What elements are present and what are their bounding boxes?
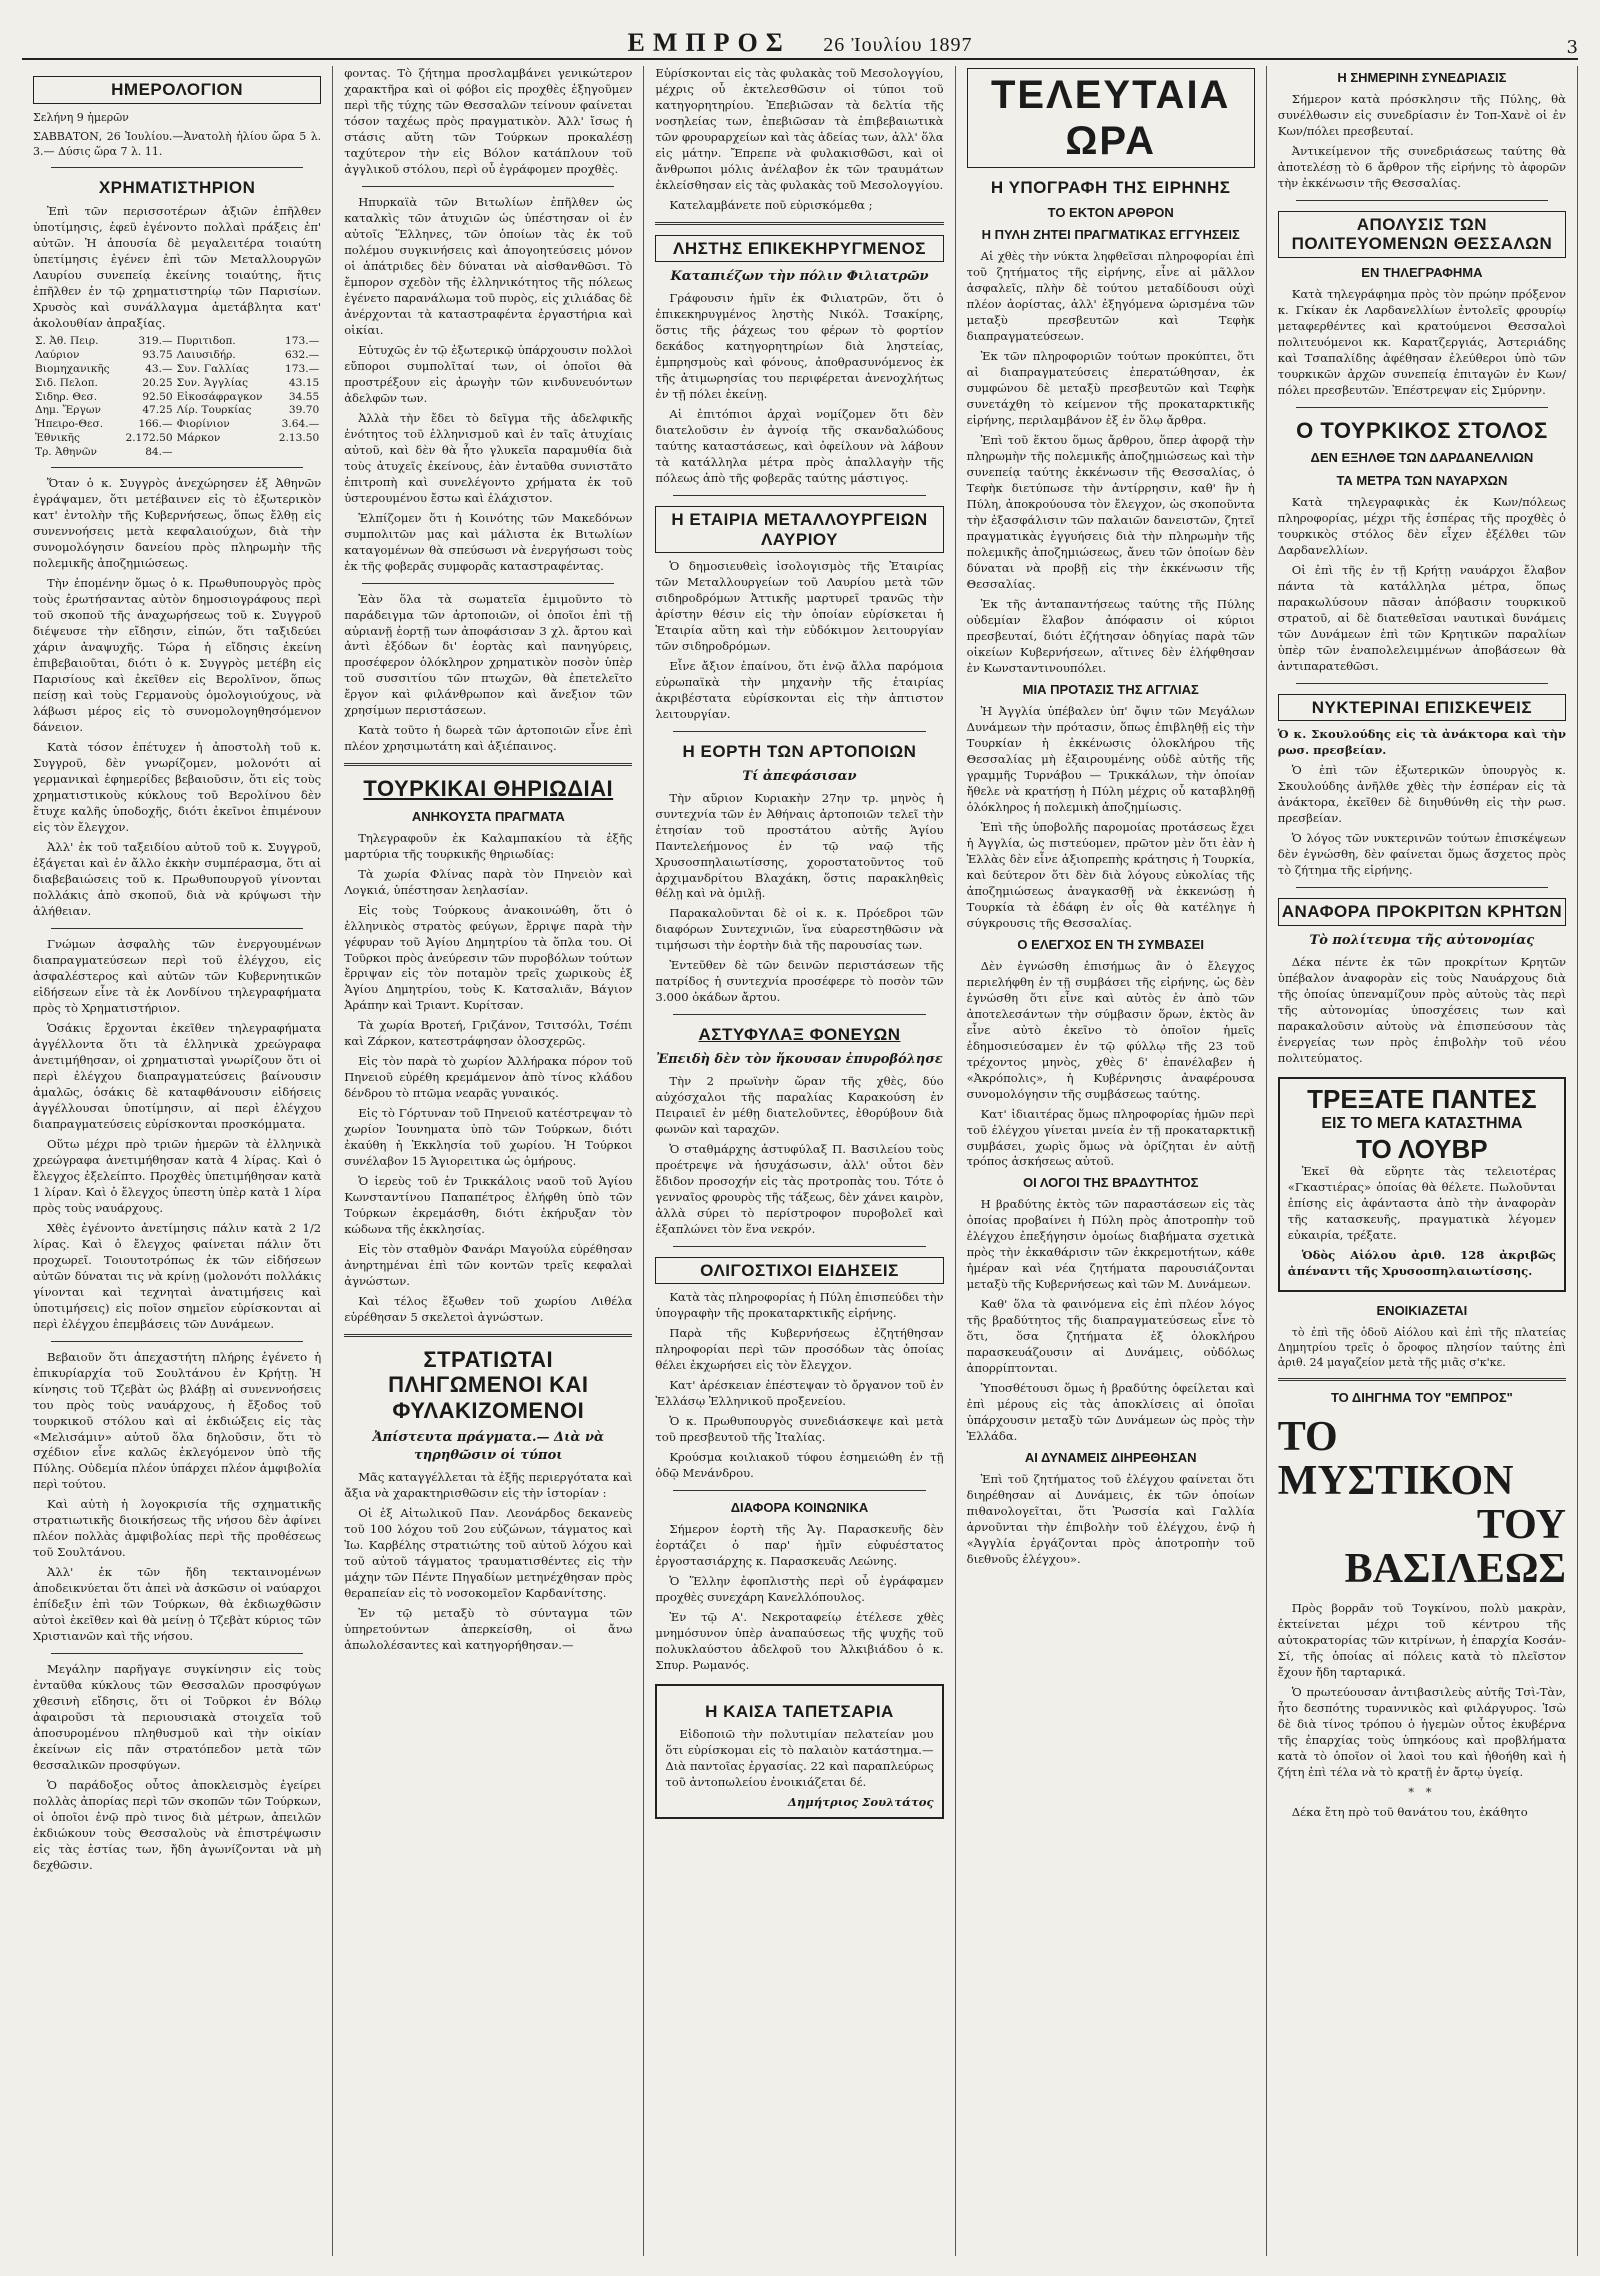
artopoioi-paragraph: Ἐὰν ὅλα τὰ σωματεῖα ἐμιμοῦντο τὸ παράδειγμα τῶν ἀρτοποιῶν, οἱ ὁποῖοι ἐπὶ τῇ αὐριανῇ ἑορτῇ των ἀποφάσισαν 3 χλ. ἄρτου καὶ ἀντὶ ἐξόδων δι' ἑορτὰς καὶ πανηγύρεις, προσέφερον ὁλόκληρον χρηματικὸν ποσὸν ὑπὲρ τοῦ συσσιτίου τῶν πτωχῶν, θὰ ἐπετελεῖτο ἔργον καὶ φιλάνθρωπον καὶ ἄνεξιον τῶν χρησίμων περιστάσεων. bbox=[344, 591, 633, 718]
divider bbox=[51, 928, 303, 929]
thriodiai-paragraph: Τὰ χωρία Βροτεή, Γριζάνον, Τσιτσόλι, Τσέπι καὶ Ζάρκον, κατεστράφησαν ὁλοσχερῶς. bbox=[344, 1018, 633, 1049]
column-3 bbox=[644, 66, 955, 2256]
syggros-paragraph: Ὅταν ὁ κ. Συγγρὸς ἀνεχώρησεν ἐξ Ἀθηνῶν ἐγράψαμεν, ὅτι μετέβαινεν εἰς τὸ ἐξωτερικὸν κατ' ἐντολὴν τῆς Κυβερνήσεως, ὅπως ἔλθῃ εἰς συνεννοήσεις μετὰ κεφαλαιούχων, διὰ τὴν συνομολόγησιν δανείου πρὸς πληρωμὴν τῆς πολεμικῆς ἀποζημιώσεως. bbox=[33, 476, 322, 571]
episkepseis-heading: ΝΥΚΤΕΡΙΝΑΙ ΕΠΙΣΚΕΨΕΙΣ bbox=[1278, 694, 1566, 722]
synedriasis-paragraph: Σήμερον κατὰ πρόσκλησιν τῆς Πύλης, θὰ συνέλθωσιν εἰς συνεδρίασιν ἐν Τοπ-Χανὲ οἱ ἐν Κων/πόλει πρεσβευταί. bbox=[1277, 91, 1566, 138]
column-4 bbox=[956, 66, 1267, 2256]
tzevat-paragraph: Καὶ αὐτὴ ἡ λογοκρισία τῆς σχηματικῆς στρατιωτικῆς διοικήσεως τῆς νήσου δὲν ἀφίνει πλέον πολλὰς ἀμφιβολίας περὶ τῆς προθέσεως τοῦ Σουλτάνου. bbox=[33, 1497, 322, 1560]
thriodiai-paragraph: Καὶ τέλος ἔξωθεν τοῦ χωρίου Λιθέλα εὑρέθησαν 5 σκελετοὶ ἀγνώστων. bbox=[344, 1294, 633, 1325]
syggros-paragraph: Τὴν ἐπομένην ὅμως ὁ κ. Πρωθυπουργὸς πρὸς τοὺς ἐρωτήσαντας αὐτὸν δημοσιογράφους περὶ τοῦ σκοποῦ τῆς ἀναχωρήσεως τοῦ κ. Συγγροῦ διέψευσε τὴν εἴδησιν, εἰπών, ὅτι ταξιδεύει χάριν ἀναψυχῆς. Τώρα ἡ εἴδησις ἐκείνη ἐπιβεβαιοῦται, διότι ὁ κ. Συγγρὸς μετέβη εἰς Παρισίους καὶ ἐκεῖθεν εἰς Βερολῖνον, ὅπως πείσῃ καὶ τοὺς Γερμανοὺς ὁμολογιούχους, νὰ λάβωσι μέρος εἰς τὸ συνομολογηθησόμενον δάνειον. bbox=[33, 576, 322, 735]
oligostichoi-heading: ΟΛΙΓΟΣΤΙΧΟΙ ΕΙΔΗΣΕΙΣ bbox=[655, 1257, 943, 1285]
stolos-paragraph: Κατὰ τηλεγραφικὰς ἐκ Κων/πόλεως πληροφορίας, μέχρι τῆς ἑσπέρας τῆς προχθὲς ὁ τουρκικὸς στόλος δὲν εἶχεν ἐξέλθει τῶν Δαρδανελλίων. bbox=[1277, 494, 1566, 557]
teleutaia-heading: ΤΕΛΕΥΤΑΙΑ ΩΡΑ bbox=[967, 68, 1255, 168]
divider bbox=[51, 1341, 303, 1342]
pyrkaia-paragraph: Ἐλπίζομεν ὅτι ἡ Κοινότης τῶν Μακεδόνων συμπολιτῶν μας καὶ μάλιστα ἐκ Βιτωλίων καταγομένων θὰ σπεύσωσι νὰ ἐνεργήσωσι τοὺς ἐκ τῆς φοβερᾶς συμφορᾶς καταστραφέντας. bbox=[344, 510, 633, 573]
eorti-paragraph: Παρακαλοῦνται δὲ οἱ κ. κ. Πρόεδροι τῶν διαφόρων Συντεχνιῶν, ἵνα εὐαρεστηθῶσιν νὰ τιμήσωσι τὴν ἑορτὴν διὰ τῆς παρουσίας των. bbox=[655, 906, 944, 953]
exchange-left-value: 166.— bbox=[138, 418, 173, 431]
divider bbox=[673, 731, 925, 732]
teleutaia-subheading: Η ΥΠΟΓΡΑΦΗ ΤΗΣ ΕΙΡΗΝΗΣ bbox=[990, 178, 1231, 197]
exchange-left-label: Σ. Ἀθ. Πειρ. bbox=[35, 335, 99, 348]
continued-paragraph: Κατελαμβάνετε ποῦ εὑρισκόμεθα ; bbox=[669, 197, 873, 212]
divider bbox=[1278, 1378, 1566, 1381]
louvre-ad-title-2: ΕΙΣ ΤΟ ΜΕΓΑ ΚΑΤΑΣΤΗΜΑ bbox=[1321, 1115, 1523, 1133]
thriodiai-paragraph: Εἰς τὸν σταθμὸν Φανάρι Μαγούλα εὑρέθησαν ἀνηρτημέναι ἐπὶ τῶν κοντῶν τρεῖς κεφαλαὶ ἀγνώστων. bbox=[344, 1242, 633, 1289]
lestis-heading: ΛΗΣΤΗΣ ΕΠΙΚΕΚΗΡΥΓΜΕΝΟΣ bbox=[655, 235, 943, 263]
tzevat-paragraph: Ἀλλ' ἐκ τῶν ἤδη τεκταινομένων ἀποδεικνύεται ὅτι ἀπεὶ νὰ ἀσκῶσιν οἱ ναύαρχοι ἐπίδεξιν ἐπὶ τῶν Τούρκων, θὰ ἐκδιωχθῶσιν αὐτοὶ ἐκεῖθεν καὶ θὰ μείνῃ ὁ Τζεβὰτ κύριος τῶν Χριστιανῶν καὶ τῆς νήσου. bbox=[33, 1565, 322, 1644]
divider bbox=[673, 1246, 925, 1247]
exchange-right-value: 39.70 bbox=[288, 404, 320, 417]
exchange-row bbox=[33, 363, 321, 377]
divider bbox=[1296, 683, 1548, 684]
exchange-right-label: Φιορίνιον bbox=[176, 418, 230, 431]
kritwn-paragraph: Δέκα πέντε ἐκ τῶν προκρίτων Κρητῶν ὑπέβαλον ἀναφορὰν εἰς τοὺς Ναυάρχους διὰ τῆς ὁποίας ὑπεναμίζουν πρὸς αὐτοὺς τὰς περὶ τῆς αὐτονομίας ὑποσχέσεις των καὶ παρακαλοῦσιν αὐτοὺς νὰ ἐπισπεύσουν τὰς ἐνεργείας των πρὸς ἐπιβολὴν τοῦ νέου πολιτεύματος. bbox=[1277, 954, 1566, 1065]
exchange-row bbox=[33, 377, 321, 391]
exchange-left-label: Λαύριον bbox=[35, 349, 80, 362]
exchange-right-label: Μάρκον bbox=[176, 431, 221, 444]
mystikon-paragraph: Ὁ πρωτεύουσαν ἀντιβασιλεὺς αὐτῆς Τσὶ-Τὰν, ἦτο δεσπότης τυραννικὸς καὶ φιλάργυρος. Ἰσὼ δὲ διὰ τίνος τρόπου ὁ ἡγεμὼν οὗτος ἐκυβέρνα τῆς ἐπαρχίας τοὺς ὑπηκόους καὶ προβλήματα κατὰ τὸ ὁποῖον οἱ λαοὶ του καὶ ἠθοήθη καὶ ἡ ζήτη ἐπὶ τέλα νὰ τὸ κρατῇ ἐν ἄρτῳ ὑγείᾳ. bbox=[1277, 1685, 1566, 1780]
exchange-left-label: Ἐθνικῆς bbox=[35, 431, 80, 444]
exchange-row bbox=[33, 404, 321, 418]
eorti-paragraph: Τὴν αὔριον Κυριακὴν 27ην τρ. μηνὸς ἡ συντεχνία τῶν ἐν Ἀθήναις ἀρτοποιῶν τελεῖ τὴν ἐτησίαν τοῦ προστάτου αὐτῆς Ἁγίου Παντελεήμονος ἐν τῷ ναῷ τῆς Χρυσοσπηλαιωτίσσης, χοροστατοῦντος τοῦ ἀρχιμανδρίτου Βλαχάκη, ὅστις παρακληθεὶς θέλῃ καὶ νὰ ὁμιλῇ. bbox=[655, 790, 944, 901]
exchange-right-value: 34.55 bbox=[288, 390, 320, 403]
kritwn-heading: ΑΝΑΦΟΡΑ ΠΡΟΚΡΙΤΩΝ ΚΡΗΤΩΝ bbox=[1278, 898, 1566, 926]
divider bbox=[362, 583, 614, 584]
stolos-heading: Ο ΤΟΥΡΚΙΚΟΣ ΣΤΟΛΟΣ bbox=[1296, 417, 1548, 443]
exchange-left-value: 93.75 bbox=[142, 349, 173, 362]
exchange-right-label: Συν. Γαλλίας bbox=[176, 363, 249, 376]
pyrkaia-paragraph: Ἀλλὰ τὴν ἔδει τὸ δεῖγμα τῆς ἀδελφικῆς ἐνότητος τοῦ ἑλληνισμοῦ καὶ ἐν ταῖς ἀτυχίαις αὐτοῦ, καὶ δὲν θὰ ἦτο γλυκεῖα παραμυθία διὰ τοὺς ἀτυχεῖς ἐκείνους, ἐὰν ἐνταῦθα συνιστᾶτο ἐπιτροπὴ καὶ συνελέγοντο χρήματα ἐκ τοῦ ὑστερουμένου ἔστω καὶ ἐλάχιστον. bbox=[344, 410, 633, 505]
kaisa-paragraph: Εἰδοποιῶ τὴν πολυτιμίαν πελατείαν μου ὅτι εὑρίσκομαι εἰς τὸ παλαιὸν κατάστημα.— Διὰ παντοῖας ἐργασίας. 22 καὶ παραπλεύρως τοῦ ἀντοπωλείου ἐνοικιάζεται δέ. bbox=[665, 1727, 934, 1790]
logoi-paragraph: Ὑποσθέτουσι ὅμως ἡ βραδύτης ὀφείλεται καὶ ἐπὶ μέρους εἰς τὰς ἀποκλίσεις αἱ ὁποῖαι ὑπάρχουσιν μεταξὺ τῶν Δυνάμεων ὡς πρὸς τὴν Ἑλλάδα. bbox=[966, 1381, 1255, 1444]
elegxos-paragraph: Ὁσάκις ἔρχονται ἐκεῖθεν τηλεγραφήματα ἀγγέλλοντα ὅτι τὰ ἑλληνικὰ χρεώγραφα ἀνετιμήθησαν, οἱ χρηματισταὶ γνωρίζουν ὅτι οἱ περὶ ἐλέγχου διαπραγματεύσεις βαίνουσιν ἀμαλῶς, ὁσάκις δὲ καταφθάνουσιν εἰδήσεις ἀγγέλλουσαι ὑποτίμησιν, αἱ περὶ ἐλέγχου διαπραγματεύσεις εὑρίσκονται προσκόμματα. bbox=[33, 1020, 322, 1131]
exchange-left-label: Ἠπειρο-Θεσ. bbox=[35, 418, 104, 431]
rent-heading: ΕΝΟΙΚΙΑΖΕΤΑΙ bbox=[1376, 1302, 1468, 1318]
exchange-right-value: 173.— bbox=[285, 363, 320, 376]
syggros-paragraph: Κατὰ τόσον ἐπέτυχεν ἡ ἀποστολὴ τοῦ κ. Συγγροῦ, δὲν γνωρίζομεν, μολονότι αἱ γερμανικαὶ ἐφημερίδες βεβαιοῦσιν, ὅτι εἰς τοὺς χρηματιστικοὺς κύκλους τοῦ Βερολίνου δὲν ἔτυχε καλῆς ὑποδοχῆς, διότι ἐκεῖνοι ἐπιμένουν εἰς τὸν ἔλεγχον. bbox=[33, 740, 322, 835]
apolysis-paragraph: Κατὰ τηλεγράφημα πρὸς τὸν πρώην πρόξενον κ. Γκίκαν ἐκ Λαρδανελλίων ἐντολεῖς φρουρίῳ μεταφερθέντες καὶ κρατούμενοι Θεσσαλοὶ πολιτευόμενοι κκ. Καρατζεργιάς, Ἀστεριάδης καὶ Τσαπαλίδης ἀφέθησαν ἐλεύθεροι ὑπὸ τῶν τουρκικῶν ἀρχῶν συνεπείᾳ ἐπιταγῶν ἐν Κων/πόλει πρεσβευτῶν. Ἐπέστρεψαν εἰς Σμύρνην. bbox=[1277, 286, 1566, 397]
tzevat-paragraph: Βεβαιοῦν ὅτι ἀπεχαστήτη πλήρης ἐγένετο ἡ ἐπικυρίαρχία τοῦ Σουλτάνου ἐν Κρήτῃ. Ἡ κίνησις τοῦ Τζεβὰτ ὡς βλάβῃ αἱ συνεννοήσεις του πρὸς τοὺς ναυάρχους, ἡ ἔξοδος τοῦ τουρκικοῦ στόλου καὶ αἱ ἐκδιώξεις εἰς τὰς «Μελισάμιν» αὐτοῦ ὅλα δηλοῦσιν, ὅτι τὸ σχέδιον εἶνε καλῶς ἐκλεγόμενον ὑπὸ τῆς Πύλης. Οὐδεμία πλέον ὑπάρχει πλέον ἀμφιβολία περὶ τούτου. bbox=[33, 1349, 322, 1492]
oligostichoi-item: Κατ' ἀρέσκειαν ἐπέστεψαν τὸ ὄργανον τοῦ ἐν Ἐλλάσῳ Ἑλληνικοῦ προξενείου. bbox=[655, 1378, 944, 1409]
pyrkaia-paragraph: Εὐτυχῶς ἐν τῷ ἐξωτερικῷ ὑπάρχουσιν πολλοὶ εὔποροι συμπολῖταί των, οἱ ὁποῖοι θὰ προστρέξουν εἰς ἀρωγὴν τῶν κινδυνευόντων ἀδελφῶν των. bbox=[344, 342, 633, 405]
divider bbox=[673, 495, 925, 496]
diafora-item: Σήμερον ἑορτὴ τῆς Ἁγ. Παρασκευῆς δὲν ἑορτάζει ὁ παρ' ἡμῖν εὐφυέστατος ἐργοστασιάρχης κ. Παρασκευᾶς Λεώνης. bbox=[655, 1522, 944, 1568]
thriodiai-paragraph: Εἰς τοὺς Τούρκους ἀνακοινώθη, ὅτι ὁ ἑλληνικὸς στρατὸς φεύγων, ἔρριψε παρὰ τὴν γέφυραν τοῦ Ἀγίου Δημητρίου τὰ ὅπλα του. Οἱ Τοῦρκοι πρὸς ἀνεύρεσιν τῶν πυροβόλων τούτων ἔρριψαν εἰς τὸν ποταμὸν τρεῖς χωρικοὺς ἐξ Ἁγίου Δημητρίου, τοὺς Κ. Κατσαλιᾶν, Βάγιον Ἀράπην καὶ Τριαντ. Κυρίτσαν. bbox=[344, 902, 633, 1013]
teleutaia-paragraph: Ἐκ τῶν πληροφοριῶν τούτων προκύπτει, ὅτι αἱ διαπραγματεύσεις ἐπερατώθησαν, ἐκ συμφώνου δὲ μεταξὺ πρεσβευτῶν καὶ Τεφὴκ συνετάχθη τὸ κείμενον τῆς προκαταρκτικῆς εἰρήνης, περιλαμβάνον ἐξ ἐν ὅλῳ ἄρθρα. bbox=[966, 349, 1255, 428]
apolysis-heading: ΑΠΟΛΥΣΙΣ ΤΩΝ ΠΟΛΙΤΕΥΟΜΕΝΩΝ ΘΕΣΣΑΛΩΝ bbox=[1278, 211, 1566, 258]
thriodiai-paragraph: Ὁ ἱερεὺς τοῦ ἐν Τρικκάλοις ναοῦ τοῦ Ἁγίου Κωνσταντίνου Παπαπέτρος ἐλήφθη ὑπὸ τῶν Τούρκων ἐκρεμάσθη, διότι ἐκήρυξαν τὸν κώδωνα τῆς ἐκκλησίας. bbox=[344, 1174, 633, 1237]
divider bbox=[1296, 407, 1548, 408]
exchange-right-label: Πυριτιδοπ. bbox=[176, 335, 236, 348]
eorti-heading: Η ΕΟΡΤΗ ΤΩΝ ΑΡΤΟΠΟΙΩΝ bbox=[682, 742, 917, 762]
diafora-item: Ὁ Ἕλλην ἐφοπλιστὴς περὶ οὗ ἐγράφαμεν προχθὲς συνεχάρη Κανελλόπουλος. bbox=[655, 1573, 944, 1604]
stolos-subheading-2: ΤΑ ΜΕΤΡΑ ΤΩΝ ΝΑΥΑΡΧΩΝ bbox=[1336, 473, 1508, 488]
exchange-left-label: Δημ. Ἔργων bbox=[35, 404, 101, 417]
exchange-right-label: Λίρ. Τουρκίας bbox=[176, 404, 252, 417]
column-2 bbox=[333, 66, 644, 2256]
lestis-paragraph: Γράφουσιν ἡμῖν ἐκ Φιλιατρῶν, ὅτι ὁ ἐπικεκηρυγμένος ληστὴς Νικόλ. Τσακίρης, ὅστις τῆς ῥάχεως του φέρων τὸ φορτίον δεκάδος κατηγορητηρίων διὰ ληστείας, ἐμπρησμοὺς καὶ φόνους, ἀποθρασυνόμενος ἐκ τῆς ἀτιμωρησίας του περιφέρεται ἀνενοχλήτως ἐν τῇ πόλει ἐκείνῃ. bbox=[655, 291, 944, 402]
artopoioi-paragraph: Κατὰ τοῦτο ἡ δωρεὰ τῶν ἀρτοποιῶν εἶνε ἐπὶ πλέον χρησιμωτάτη καὶ ἀξιέπαινος. bbox=[344, 723, 633, 754]
diafora-item: Ἐν τῷ Α'. Νεκροταφείῳ ἐτέλεσε χθὲς μνημόσυνον ὑπὲρ ἀναπαύσεως τῆς ψυχῆς τοῦ πολυκλαύστου ἀδελφοῦ του Ἀλκιβιάδου ὁ κ. Σπυρ. Ρωμανός. bbox=[655, 1609, 944, 1672]
kaisa-signature: Δημήτριος Σουλτάτος bbox=[787, 1795, 934, 1810]
exchange-row bbox=[33, 446, 321, 460]
fylakes-subheading: Ἐπειδὴ δὲν τὸν ἤκουσαν ἐπυροβόλησε bbox=[656, 1051, 943, 1067]
exchange-heading: ΧΡΗΜΑΤΙΣΤΗΡΙΟΝ bbox=[98, 178, 256, 198]
exchange-right-label: Λαιυσιδήρ. bbox=[176, 349, 236, 362]
calendar-sun: ΣΑΒΒΑΤΟΝ, 26 Ἰουλίου.—Ἀνατολὴ ἡλίου ὥρα 5 λ. 3.— Δύσις ὥρα 7 λ. 11. bbox=[33, 129, 322, 158]
calendar-moon: Σελήνη 9 ἡμερῶν bbox=[33, 110, 129, 124]
page-number: 3 bbox=[1566, 37, 1578, 58]
divider bbox=[673, 1014, 925, 1015]
elegxos-paragraph: Οὕτω μέχρι πρὸ τριῶν ἡμερῶν τὰ ἑλληνικὰ χρεώγραφα ἀνετιμήθησαν κατὰ 4 λίρας. Καὶ ὁ ἔλεγχος ἐξελείπτο. Προχθὲς ὑπετιμήθησαν κατὰ 1 λίραν. Καὶ ὁ ἔλεγχος ὑπεστη ὑπὲρ κατὰ 1 λίρα πρὸς τοὺς ναυάρχους. bbox=[33, 1136, 322, 1215]
arthron-heading: ΤΟ ΕΚΤΟΝ ΑΡΘΡΟΝ bbox=[1047, 204, 1174, 220]
divider bbox=[51, 167, 303, 168]
exchange-left-value: 84.— bbox=[145, 445, 173, 458]
thriodiai-paragraph: Εἰς τὸν παρὰ τὸ χωρίον Ἀλλήρακα πόρον τοῦ Πηνειοῦ εὑρέθη κρεμάμενον ἀπὸ τίνος κλάδου δένδρου τὸ πτῶμα νεαρᾶς γυναικός. bbox=[344, 1054, 633, 1101]
louvre-ad-paragraph: Ἐκεῖ θὰ εὕρητε τὰς τελειοτέρας «Γκαστιέρας» ὁποίας θὰ θέλετε. Πωλοῦνται ἐπίσης εἰς ἀφάνταστα ἀπὸ τὴν ἀναφορὰν τῆς κατασκευῆς, πραγματικὰ λέγομεν εὐκαιρία, τρέξατε. bbox=[1287, 1163, 1556, 1242]
exchange-left-value: 2.172.50 bbox=[125, 431, 173, 444]
elegxos-paragraph: Χθὲς ἐγένοντο ἀνετίμησις πάλιν κατὰ 2 1/2 λίρας. Καὶ ὁ ἔλεγχος φαίνεται πάλιν ὅτι προχωρεῖ. Τοιουτοτρόπως ἐκ τῶν εἰδήσεων αὐτῶν δύναται τις νὰ κρίνῃ (μολονότι πολλάκις γίνονται καὶ τεχνηταὶ ἀνατιμήσεις καὶ ὑποτιμήσεις) εἰς ποῖον σημεῖον εὑρίσκονται αἱ περὶ ἐλέγχου ἐπεμβάσεις τῶν Δυνάμεων. bbox=[33, 1220, 322, 1331]
thriodiai-subheading: ΑΝΗΚΟΥΣΤΑ ΠΡΑΓΜΑΤΑ bbox=[411, 808, 565, 824]
polis-paragraph: Μεγάλην παρῆγαγε συγκίνησιν εἰς τοὺς ἐνταῦθα κύκλους τῶν Θεσσαλῶν προσφύγων χθεσινὴ εἴδησις, ὅτι οἱ Τοῦρκοι ἐν Βόλῳ ἀφαιροῦσι τὰ περιουσιακὰ στοιχεῖα τοῦ ἀποσυρομένου πληθυσμοῦ καὶ τὴν οἰκίαν ἐκείνων εἰς πᾶν στρατόπεδον μετὰ τῶν θεσσαλικῶν προσφύγων. bbox=[33, 1662, 322, 1773]
divider bbox=[51, 467, 303, 468]
mystikon-paragraph: Δέκα ἔτη πρὸ τοῦ θανάτου του, ἐκάθητο bbox=[1291, 1805, 1528, 1820]
masthead bbox=[22, 14, 1578, 60]
separator-stars: * * bbox=[1408, 1785, 1436, 1800]
syggros-paragraph: Ἀλλ' ἐκ τοῦ ταξειδίου αὐτοῦ τοῦ κ. Συγγροῦ, ἐξάγεται καὶ ἐν ἄλλο ἐκκὴν συμπέρασμα, ὅτι αἱ διαβεβαιώσεις τοῦ κ. Πρωθυπουργοῦ γίνονται πολλάκις ἀπὸ σκοποῦ, διὰ νὰ κρύψωσι τὴν ἀλήθειαν. bbox=[33, 840, 322, 918]
divider bbox=[51, 1653, 303, 1654]
elegxos-paragraph: Γνώμων ἀσφαλὴς τῶν ἐνεργουμένων διαπραγματεύσεων περὶ τοῦ ἐλέγχου, εἰς ἀσφαλέστερος καὶ αὐτῶν τῶν Κυβερνητικῶν εἰδήσεων εἶνε τὰ ἐκ Λονδίνου τηλεγραφήματα πρὸς τὸ Χρηματιστήριον. bbox=[33, 936, 322, 1015]
stratiotai-paragraph: Ἐν τῷ μεταξὺ τὸ σύνταγμα τῶν ὑπηρετούντων ἀπερκείσθη, οἱ ἄνω ἀπωλολέσαντες καὶ κατηγορήθησαν.— bbox=[344, 1605, 633, 1652]
exchange-row bbox=[33, 418, 321, 432]
continued-paragraph: φοντας. Τὸ ζήτημα προσλαμβάνει γενικώτερον χαρακτῆρα καὶ οἱ φόβοι εἰς προχθὲς ἐξηγοῦμεν περὶ τῆς τύχης τῶν Θεσσαλῶν τείνουν φαίνεται τόσον ταχέως πρὸς πραγματικὸν. Ἀλλ' ἴσως ἡ στάσις αὕτη τῶν Τούρκων προκαλέσῃ ταχύτερον τὴν εἰς Βόλον κατάπλουν τοῦ ἀγγλικοῦ στόλου, περὶ οὗ ἐγράφομεν προχθὲς. bbox=[344, 66, 633, 176]
episkepseis-paragraph: Ὁ λόγος τῶν νυκτερινῶν τούτων ἐπισκέψεων δὲν ἐγνώσθη, δὲν φαίνεται ὅμως ἄσχετος πρὸς τὸ ζήτημα τῆς εἰρήνης. bbox=[1277, 831, 1566, 878]
diigima-heading: ΤΟ ΔΙΗΓΗΜΑ ΤΟΥ "ΕΜΠΡΟΣ" bbox=[1330, 1390, 1513, 1406]
oligostichoi-item: Κρούσμα κοιλιακοῦ τύφου ἐσημειώθη ἐν τῇ ὁδῷ Μενάνδρου. bbox=[655, 1450, 944, 1481]
stratiotai-paragraph: Μᾶς καταγγέλλεται τὰ ἑξῆς περιεργότατα καὶ ἄξια νὰ χαρακτηρισθῶσιν εἰς τὴν ἱστορίαν : bbox=[344, 1469, 633, 1500]
newspaper-title: ΕΜΠΡΟΣ bbox=[627, 28, 791, 57]
exchange-right-value: 632.— bbox=[285, 349, 320, 362]
divider bbox=[655, 222, 943, 225]
pyrkaia-paragraph: Ηπυρκαϊὰ τῶν Βιτωλίων ἐπῆλθεν ὡς καταλκὶς τῶν ἀτυχιῶν ὡς ὑπέστησαν οἱ ἐν αὐτοῖς Ἕλληνες, τῶν ὁποίων τὰς ἐκ τοῦ πολέμου συγκινήσεις καὶ ἀπογοητεύσεις μόνον οἱ ἀπάτριδες δὲν δύναται νὰ αἰσθανθῶσι. Τὸ ἔμπορον σχεδὸν τῆς ἑλληνικότητος τῆς πόλεως ἐγένετο παρανάλωμα τοῦ πυρὸς, εἰς χιλιάδας δὲ ἀνέρχονται τὰ καταστραφέντα ἐργαστήρια καὶ οἰκίαι. bbox=[344, 194, 633, 337]
apolysis-subheading: ΕΝ ΤΗΛΕΓΡΑΦΗΜΑ bbox=[1361, 264, 1483, 280]
divider bbox=[362, 186, 614, 187]
louvre-ad-title-1: ΤΡΕΞΑΤΕ ΠΑΝΤΕΣ bbox=[1307, 1083, 1537, 1114]
thriodiai-heading: ΤΟΥΡΚΙΚΑΙ ΘΗΡΙΩΔΙΑΙ bbox=[363, 776, 614, 802]
mystikon-title-line-1: ΤΟ ΜΥΣΤΙΚΟΝ bbox=[1277, 1414, 1514, 1505]
columns bbox=[22, 66, 1578, 2256]
fylakes-heading: ΑΣΤΥΦΥΛΑΞ ΦΟΝΕΥΩΝ bbox=[698, 1025, 901, 1045]
exchange-right-label bbox=[175, 446, 273, 460]
stratiotai-subheading: Ἀπίστευτα πράγματα.— Διὰ νὰ τηρηθῶσιν οἱ τύποι bbox=[372, 1430, 604, 1463]
kaisa-ad bbox=[655, 1684, 943, 1819]
exchange-text: Ἐπὶ τῶν περισσοτέρων ἀξιῶν ἐπῆλθεν ὑποτίμησις, ἐφεῦ ἐγένοντο πολλαὶ πράξεις ἐπ' αὐτῶν. Ἡ ἀπουσία δὲ μεγαλειτέρα τοιαύτη ὑπετίμησις ἐγένεν ἐπὶ τῶν Μεταλλουργῶν Λαυρίου συνεπείᾳ ἐκείνης τοιαύτης, ἥτις ἐπῆλθεν ἐν τῷ χρηματιστηρίῳ τῶν Παρισίων. Χρυσὸς καὶ συνάλλαγμα ἀμετάβλητα κατ' ἀκολουθίαν ἀπραξίας. bbox=[33, 203, 322, 330]
exchange-left-value: 43.— bbox=[145, 363, 173, 376]
teleutaia-paragraph: Αἱ χθὲς τὴν νύκτα ληφθεῖσαι πληροφορίαι ἐπὶ τοῦ ζητήματος τῆς εἰρήνης, εἶνε αἱ μᾶλλον ἀσφαλεῖς, πλὴν δὲ τούτου μεταδίδουσι οὐχὶ πλέον ἀορίστας, ἀλλ' ἐξηγόμενα ὡρισμένα τῶν μεταξὺ πρεσβευτῶν καὶ Τεφὴκ διαπραγματεύσεων. bbox=[966, 249, 1255, 344]
exchange-left-value: 319.— bbox=[138, 335, 173, 348]
elegxos-sym-paragraph: Δὲν ἐγνώσθη ἐπισήμως ἂν ὁ ἔλεγχος περιελήφθη ἐν τῇ συμβάσει τῆς εἰρήνης, ὡς δὲν ἐγνώσθη ὅτι εἶνε καὶ αὐτὸς ἐν ἀπὸ τῶν ἀποτελεσάντων τὴν σύμβασιν ὅρων, ἐκτὸς ἂν εἶνε αὐτὸ ἐκεῖνο τὸ ὁποῖον ἡμεῖς ἐδημοσιεύσαμεν ἐν τῷ φύλλῳ τῆς 23 τοῦ τρέχοντος μηνὸς, χθὲς δ' ἐπανέλαβεν ἡ «Ἀκρόπολις», ἡ Κυβέρνησις ἀναφέρουσα συνομολόγησιν τῆς συμβάσεως ταύτης. bbox=[966, 958, 1255, 1101]
diafora-heading: ΔΙΑΦΟΡΑ ΚΟΙΝΩΝΙΚΑ bbox=[730, 1500, 869, 1516]
continued-paragraph: Εὑρίσκονται εἰς τὰς φυλακὰς τοῦ Μεσολογγίου, μέχρις οὗ ἐκτελεσθῶσιν οἱ τύποι τοῦ κατηγορητηρίου. Ἐπεβιῶσαν τὰ δελτία τῆς νοσηλείας των, ἐπεβιῶσαν τὰ ἐπιβεβαιωτικὰ τῶν φρουραρχείων καὶ τὰς ἀδείας των, ἀλλ' ὅλα εἰς μάτην. Ἔπρεπε νὰ φυλακισθῶσι, καὶ οἱ ἄνθρωποι μόλις ἀνέλαβον ἐκ τῶν τραυμάτων ἐκλείσθησαν εἰς τὰς φυλακὰς τοῦ Μεσολογγίου. bbox=[655, 66, 944, 192]
louvre-ad-address: Ὁδὸς Αἰόλου ἀριθ. 128 ἀκριβῶς ἀπέναντι τῆς Χρυσοσπηλαιωτίσσης. bbox=[1287, 1247, 1556, 1278]
stratiotai-paragraph: Οἱ ἐξ Αἰτωλικοῦ Παν. Λεονάρδος δεκανεὺς τοῦ 100 λόχου τοῦ 2ου εὐζώνων, τάγματος καὶ Ἰω. Καρβέλης στρατιώτης τοῦ αὐτοῦ λόχου καὶ τοῦ αὐτοῦ τάγματος τραυματισθέντες εἰς τὴν μάχην τῶν Πέντε Πηγαδίων μετηνέχθησαν πρὸς θεραπείαν εἰς τὸ νοσοκομεῖον Καρδανίτσης. bbox=[344, 1505, 633, 1600]
logoi-paragraph: Η βραδύτης ἐκτὸς τῶν παραστάσεων εἰς τὰς ὁποίας προβαίνει ἡ Πύλη πρὸς ἀποτροπὴν τοῦ ἐλέγχου ἐπεξήγησιν ὁμοίως διαβήματα σχετικὰ πρὸς τὴν ἐκκαθάρισιν τῶν ἐκκρεμοτήτων, κάθε ἡμέραν καὶ νέα ζητήματα παρουσιάζονται μεταξὺ τῆς Κυβερνήσεως καὶ τῶν Μ. Δυνάμεων. bbox=[966, 1197, 1255, 1292]
stolos-subheading-1: ΔΕΝ ΕΞΗΛΘΕ ΤΩΝ ΔΑΡΔΑΝΕΛΛΙΩΝ bbox=[1310, 450, 1534, 466]
divider bbox=[344, 1334, 632, 1337]
louvre-ad bbox=[1278, 1077, 1566, 1292]
etairia-heading: Η ΕΤΑΙΡΙΑ ΜΕΤΑΛΛΟΥΡΓΕΙΩΝ ΛΑΥΡΙΟΥ bbox=[655, 506, 943, 553]
exchange-right-value: 2.13.50 bbox=[278, 431, 320, 444]
oligostichoi-item: Παρὰ τῆς Κυβερνήσεως ἐζητήθησαν πληροφορίαι περὶ τῶν προσόδων τὰς ὁποίας θέλει ἐκχωρήσει εἰς τὸν ἔλεγχον. bbox=[655, 1326, 944, 1373]
exchange-left-value: 92.50 bbox=[142, 390, 173, 403]
polis-paragraph: Ὁ παράδοξος οὗτος ἀποκλεισμὸς ἐγείρει πολλὰς ἀπορίας περὶ τῶν σκοπῶν τῶν Τούρκων, οἱ ὁποῖοι ἐνῷ πρὸ τινος διὰ μέτρων, ἀπειλῶν ἐκδιώκουν τοὺς Θεσσαλοὺς νὰ ἐπιστρέψωσιν εἰς τὰς ἑστίας των, ἤδη ἀγωνίζονται νὰ μὴ δεχθῶσιν. bbox=[33, 1778, 322, 1873]
exchange-row bbox=[33, 349, 321, 363]
stolos-paragraph: Οἱ ἐπὶ τῆς ἐν τῇ Κρήτῃ ναυάρχοι ἔλαβον πάντα τὰ κατάλληλα μέτρα, ὅπως παρακωλύσουν πᾶσαν ἀπόβασιν τουρκικοῦ στρατοῦ, αἱ δὲ διατεθεῖσαι ναυτικαὶ δυνάμεις τῶν Δυνάμεων ἐπὶ τῶν Κρητικῶν παραλίων ὑπὲρ τῶν ἐναπολελειμμένων ἀποβάσεων θὰ ἀντιπαρατεθῶσι. bbox=[1277, 562, 1566, 673]
stratiotai-heading: ΣΤΡΑΤΙΩΤΑΙ ΠΛΗΓΩΜΕΝΟΙ ΚΑΙ ΦΥΛΑΚΙΖΟΜΕΝΟΙ bbox=[388, 1347, 589, 1423]
exchange-right-value: 173.— bbox=[285, 335, 320, 348]
exchange-left-label: Τρ. Ἀθηνῶν bbox=[35, 445, 97, 458]
protasis-paragraph: Ἡ Ἀγγλία ὑπέβαλεν ὑπ' ὄψιν τῶν Μεγάλων Δυνάμεων τὴν πρότασιν, ὅπως ἐπιβληθῇ εἰς τὴν Τουρκίαν ἡ ἐκκένωσις ὁλοκλήρου τῆς Θεσσαλίας μὴ ἐξαιρουμένης οὐδὲ αὐτῆς τῆς γραμμῆς Τυρνάβου — Τρικκάλων, τὴν ὁποίαν ἤθελε νὰ κρατήσῃ ἡ Πύλη μέχρις οὗ καταβληθῇ ὁλόκληρος ἡ πολεμικὴ ἀποζημίωσις. bbox=[966, 703, 1255, 814]
logoi-paragraph: Καθ' ὅλα τὰ φαινόμενα εἰς ἐπὶ πλέον λόγος τῆς βραδύτητος τῆς διαπραγματεύσεως εἶνε τὸ ὅτι, ὅσα ζητήματα ἐξ ὁλοκλήρου παρασκευάζουσιν αἱ Δυνάμεις, οὐδόλως ἀπορρίπτονται. bbox=[966, 1297, 1255, 1376]
thriodiai-paragraph: Τηλεγραφοῦν ἐκ Καλαμπακίου τὰ ἑξῆς μαρτύρια τῆς τουρκικῆς θηριωδίας: bbox=[344, 830, 633, 861]
exchange-right-value bbox=[273, 446, 322, 460]
exchange-right-label: Εἰκοσάφραγκον bbox=[176, 390, 263, 403]
thriodiai-paragraph: Εἰς τὸ Γόρτυναν τοῦ Πηνειοῦ κατέστρεψαν τὸ χωρίον Ἰουνηματα ὑπὸ τῶν Τούρκων, διότι ἐκαύθη ἡ Ἐκκλησία τοῦ χωρίου. Ἡ Τούρκοι συνέλαβον 15 Ἁγιορειτικα ὡς ὁμήρους. bbox=[344, 1106, 633, 1169]
kaisa-heading: Η ΚΑΙΣΑ ΤΑΠΕΤΣΑΡΙΑ bbox=[705, 1701, 894, 1721]
exchange-right-label: Συν. Ἀγγλίας bbox=[176, 376, 249, 389]
lestis-subheading: Καταπιέζων τὴν πόλιν Φιλιατρῶν bbox=[670, 269, 929, 285]
exchange-right-value: 43.15 bbox=[288, 376, 320, 389]
masthead-center bbox=[627, 28, 972, 58]
logoi-heading: ΟΙ ΛΟΓΟΙ ΤΗΣ ΒΡΑΔΥΤΗΤΟΣ bbox=[1022, 1175, 1199, 1191]
elegxos-sym-paragraph: Κατ' ἰδιαιτέρας ὅμως πληροφορίας ἡμῶν περὶ τοῦ ἐλέγχου γίνεται μνεία ἐν τῇ προκαταρκτικῇ συμβάσει, χωρὶς ὅμως νὰ ὁρίζηται ἐν αὐτῇ τρόπος ἀσκήσεως αὐτοῦ. bbox=[966, 1106, 1255, 1169]
protasis-paragraph: Ἐπὶ τῆς ὑποβολῆς παρομοίας προτάσεως ἔχει ἡ Ἀγγλία, ὡς πιστεύομεν, πρῶτον μὲν ὅτι ἐὰν ἡ Ἑλλὰς δὲν εἶνε ἀξιοπρεπὴς κράτησις ἡ Τουρκία, καὶ δεύτερον ὅτι δὲν διὰ λόγους εὐκολίας τῆς ἀποζημιώσεως ἀναγκασθῇ νὰ ἐκκενώσῃ ἡ Τουρκία τὰ ἐδάφη ἐν οἷς θὰ κατέληγε ἡ σύγκρουσις τῆς Θεσσαλίας. bbox=[966, 819, 1255, 930]
etairia-paragraph: Ὁ δημοσιευθεὶς ἰσολογισμὸς τῆς Ἑταιρίας τῶν Μεταλλουργείων τοῦ Λαυρίου μετὰ τῶν σιδηροδρόμων Ἀττικῆς μαρτυρεῖ τρανῶς τὴν ἀρίστην θέσιν εἰς τὴν ὁποίαν εὑρίσκεται ἡ Ἑταιρία αὕτη καὶ τὴν εὐδόκιμον λειτουργίαν τῶν σιδηροδρόμων. bbox=[655, 559, 944, 654]
synedriasis-paragraph: Ἀντικείμενον τῆς συνεδριάσεως ταύτης θὰ ἀποτελέσῃ τὸ 6 ἄρθρον τῆς εἰρήνης τὸ ἀφορῶν τὴν ἐκκένωσιν τῆς Θεσσαλίας. bbox=[1277, 143, 1566, 190]
divider bbox=[673, 1490, 925, 1491]
column-5 bbox=[1267, 66, 1578, 2256]
thriodiai-paragraph: Τὰ χωρία Φλίνας παρὰ τὸν Πηνειὸν καὶ Λογκιά, ὑπέστησαν λεηλασίαν. bbox=[344, 866, 633, 897]
exchange-row bbox=[33, 432, 321, 446]
dynameis-heading: ΑΙ ΔΥΝΑΜΕΙΣ ΔΙΗΡΕΘΗΣΑΝ bbox=[1024, 1450, 1197, 1466]
kritwn-subheading: Τὸ πολίτευμα τῆς αὐτονομίας bbox=[1309, 932, 1535, 948]
rent-paragraph: τὸ ἐπὶ τῆς ὁδοῦ Αἰόλου καὶ ἐπὶ τῆς πλατείας Δημητρίου τρεῖς ὁ ὄροφος πλησίον ταύτης ἐπὶ ἀριθ. 24 μαγαζείον μετὰ τῆς μιᾶς σ'κ'κε. bbox=[1277, 1325, 1566, 1369]
exchange-table bbox=[33, 335, 321, 459]
oligostichoi-item: Ὁ κ. Πρωθυπουργὸς συνεδιάσκεψε καὶ μετὰ τοῦ πρεσβευτοῦ τῆς Ἰταλίας. bbox=[655, 1414, 944, 1445]
dynameis-paragraph: Ἐπὶ τοῦ ζητήματος τοῦ ἐλέγχου φαίνεται ὅτι διηρέθησαν αἱ Δυνάμεις, ἐκ τῶν ὁποίων πιθανολογεῖται, ὅτι Ῥωσσία καὶ Γαλλία ἀρνοῦνται τὴν ἐπιβολὴν τοῦ ἐλέγχου, ἐνῷ ἡ «Ἀγγλία ἐργάζονται πρὸς ἀποτροπὴν τοῦ διεθνοῦς ἐλέγχου». bbox=[966, 1472, 1255, 1567]
exchange-left-label: Σιδηρ. Θεσ. bbox=[35, 390, 98, 403]
pyli-heading: Η ΠΥΛΗ ΖΗΤΕΙ ΠΡΑΓΜΑΤΙΚΑΣ ΕΓΓΥΗΣΕΙΣ bbox=[981, 227, 1240, 243]
fylakes-paragraph: Ὁ σταθμάρχης ἀστυφύλαξ Π. Βασιλείου τοὺς προέτρεψε νὰ ἡσυχάσωσιν, ἀλλ' οὗτοι δὲν ἔδιδον προσοχήν εἰς τὰς προτροπὰς του. Τότε ὁ γενναῖος φρουρὸς τῆς τάξεως, δὲν χάνει καιρὸν, ἀλλὰ σύρει τὸ περίστροφον πυροβολεῖ καὶ ἐξαπλώνει τὸν ἕνα νεκρόν. bbox=[655, 1141, 944, 1236]
divider bbox=[344, 763, 632, 766]
exchange-left-label: Σιδ. Πελοπ. bbox=[35, 376, 98, 389]
mystikon-paragraph: Πρὸς βορρᾶν τοῦ Τογκίνου, πολὺ μακρὰν, ἐκτείνεται μέχρι τοῦ κέντρου τῆς αὐτοκρατορίας τῶν κιτρίνων, ἡ ἐπαρχία Κοσάν-Σί, τῆς ὁποίας αἱ πόλεις κατὰ τὸ πλεῖστον ἔχουν ἤδη ταρταρικά. bbox=[1277, 1601, 1566, 1680]
etairia-paragraph: Εἶνε ἄξιον ἐπαίνου, ὅτι ἐνῷ ἄλλα παρόμοια εὑρωπαϊκὰ τὴν μηχανὴν τῆς ἑταιρίας ἀκριβέστατα εὑρίσκονται εἰς τὴν ἀπτιστον λειτουργίαν. bbox=[655, 659, 944, 722]
oligostichoi-item: Κατὰ τὰς πληροφορίας ἡ Πύλη ἐπισπεύδει τὴν ὑπογραφὴν τῆς προκαταρκτικῆς εἰρήνης. bbox=[655, 1290, 944, 1321]
divider bbox=[1296, 887, 1548, 888]
eorti-paragraph: Ἐντεῦθεν δὲ τῶν δεινῶν περιστάσεων τῆς πατρίδος ἡ συντεχνία προσέφερε τὸ ποσὸν τῶν 3.000 ὀκάδων ἄρτου. bbox=[655, 958, 944, 1005]
exchange-row bbox=[33, 335, 321, 349]
elegxos-heading: Ο ΕΛΕΓΧΟΣ ΕΝ ΤΗ ΣΥΜΒΑΣΕΙ bbox=[1017, 936, 1204, 952]
exchange-row bbox=[33, 391, 321, 405]
exchange-left-label: Βιομηχανικῆς bbox=[35, 363, 110, 376]
episkepseis-lead: Ὁ κ. Σκουλούδης εἰς τὰ ἀνάκτορα καὶ τὴν ρωσ. πρεσβείαν. bbox=[1277, 727, 1566, 758]
exchange-left-value: 47.25 bbox=[142, 404, 173, 417]
column-1 bbox=[22, 66, 333, 2256]
teleutaia-paragraph: Ἐπὶ τοῦ ἕκτου ὅμως ἄρθρου, ὅπερ ἀφορᾷ τὴν πληρωμὴν τῆς πολεμικῆς ἀποζημιώσεως καὶ τὴν συνεπείᾳ ταύτης ἐκκένωσιν τῆς Θεσσαλίας, ὁ Τεφὴκ διετύπωσε τὴν ἀντίρρησιν, καθ' ἣν ἡ Πύλη, ἀποκρούουσα τὸν ἔλεγχον, ὡς σκοποῦντα τὴν ἐξασφάλισιν τῶν παλαιῶν δανειστῶν, ζητεῖ πραγματικὰς ἐγγυήσεις διὰ τὴν πληρωμὴν τῆς πολεμικῆς ἀποζημιώσεως, ἄνευ τῶν ὁποίων δὲν δύναται νὰ προβῇ εἰς τὴν ἐκκένωσιν τῆς Θεσσαλίας. bbox=[966, 433, 1255, 592]
mystikon-title bbox=[1278, 1415, 1566, 1591]
exchange-left-value: 20.25 bbox=[142, 376, 173, 389]
synedriasis-heading: Η ΣΗΜΕΡΙΝΗ ΣΥΝΕΔΡΙΑΣΙΣ bbox=[1337, 70, 1507, 85]
lestis-paragraph: Αἱ ἐπιτόπιοι ἀρχαὶ νομίζομεν ὅτι δὲν διατελοῦσιν ἐν ἀγνοίᾳ τῆς σκανδαλώδους ταύτης καταστάσεως, καὶ ὀφείλουν νὰ λάβουν τὰ κατάλληλα μέτρα πρὸς ἀπαλλαγὴν τῆς πόλεως ἀπὸ τῆς φοβερᾶς ταύτης μάστιγος. bbox=[655, 407, 944, 486]
louvre-ad-title-3: ΤΟ ΛΟΥΒΡ bbox=[1356, 1134, 1488, 1165]
exchange-right-value: 3.64.— bbox=[281, 418, 320, 431]
divider bbox=[1296, 200, 1548, 201]
eorti-subheading: Τί ἀπεφάσισαν bbox=[742, 768, 857, 784]
protasis-heading: ΜΙΑ ΠΡΟΤΑΣΙΣ ΤΗΣ ΑΓΓΛΙΑΣ bbox=[1022, 682, 1199, 698]
calendar-heading: ΗΜΕΡΟΛΟΓΙΟΝ bbox=[33, 76, 321, 104]
episkepseis-paragraph: Ὁ ἐπὶ τῶν ἐξωτερικῶν ὑπουργὸς κ. Σκουλούδης ἀνῆλθε χθὲς τὴν ἑσπέραν εἰς τὰ ἀνάκτορα, ἐκεῖθεν δὲ διηυθύνθη εἰς τὴν ρωσ. πρεσβείαν. bbox=[1277, 763, 1566, 826]
teleutaia-paragraph: Ἐκ τῆς ἀνταπαντήσεως ταύτης τῆς Πύλης οὐδεμίαν ἔλαβον ἀπόφασιν οἱ κύριοι πρεσβευταί, διότι ἐζήτησαν ὁδηγίας παρὰ τῶν οἰκείων Κυβερνήσεων, αἵτινες δὲν ἐλήφθησαν ἐν Κωνσταντινουπόλει. bbox=[966, 597, 1255, 676]
fylakes-paragraph: Τὴν 2 πρωϊνὴν ὥραν τῆς χθὲς, δύο αὐχόσχαλοι τῆς παραλίας Καρακούση ἐν Πειραιεῖ ἐν μέθῃ διατελοῦντες, ἐθορύβουν διὰ φωνῶν καὶ ταραχῶν. bbox=[655, 1073, 944, 1136]
issue-date: 26 Ἰουλίου 1897 bbox=[823, 34, 973, 56]
mystikon-title-line-2: ΤΟΥ ΒΑΣΙΛΕΩΣ bbox=[1344, 1502, 1566, 1593]
